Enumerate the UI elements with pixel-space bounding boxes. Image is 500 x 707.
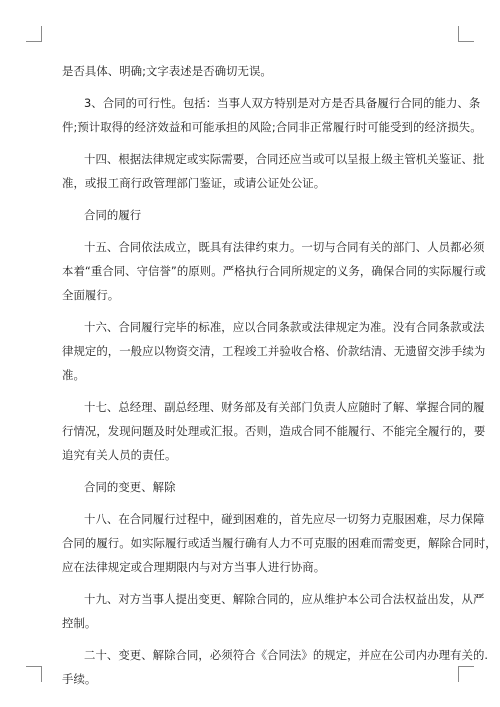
- section-heading: 合同的履行: [84, 208, 142, 222]
- text-line: 追究有关人员的责任。: [62, 448, 177, 462]
- text-line: 应在法律规定或合理期限内与对方当事人进行协商。: [62, 560, 326, 574]
- text-line: 控制。: [62, 616, 97, 630]
- text-line: 本着“重合同、守信誉”的原则。严格执行合同所规定的义务，确保合同的实际履行或: [62, 264, 486, 278]
- crop-mark-bottom-left-h: [26, 666, 42, 667]
- text-line: 十五、合同依法成立，既具有法律约束力。一切与合同有关的部门、人员都必须: [84, 240, 485, 254]
- text-line: 是否具体、明确;文字表述是否确切无误。: [62, 64, 272, 78]
- text-line: 十九、对方当事人提出变更、解除合同的，应从维护本公司合法权益出发，从严: [84, 592, 485, 606]
- text-line: 手续。: [62, 672, 97, 686]
- crop-mark-bottom-right-v: [458, 666, 459, 682]
- text-line: 准，或报工商行政管理部门鉴证，或请公证处公证。: [62, 176, 326, 190]
- text-line: 十八、在合同履行过程中，碰到困难的，首先应尽一切努力克服困难，尽力保障: [84, 512, 485, 526]
- crop-mark-top-left-h: [26, 41, 42, 42]
- text-line: 合同的履行。如实际履行或适当履行确有人力不可克服的困难而需变更，解除合同时，: [62, 536, 497, 550]
- text-line: 律规定的，一般应以物资交清，工程竣工并验收合格、价款结清、无遗留交涉手续为: [62, 344, 486, 358]
- text-line: 十六、合同履行完毕的标准，应以合同条款或法律规定为准。没有合同条款或法: [84, 320, 485, 334]
- crop-mark-bottom-left-v: [41, 666, 42, 682]
- section-heading: 合同的变更、解除: [84, 480, 176, 494]
- crop-mark-bottom-right-h: [458, 666, 474, 667]
- text-line: 件;预计取得的经济效益和可能承担的风险;合同非正常履行时可能受到的经济损失。: [62, 120, 482, 134]
- crop-mark-top-right-v: [458, 26, 459, 42]
- crop-mark-top-right-h: [458, 41, 474, 42]
- text-line: 十四、根据法律规定或实际需要，合同还应当或可以呈报上级主管机关鉴证、批: [84, 152, 485, 166]
- text-line: 全面履行。: [62, 288, 120, 302]
- text-line: 3、合同的可行性。包括：当事人双方特别是对方是否具备履行合同的能力、条: [84, 96, 481, 110]
- text-line: 二十、变更、解除合同，必须符合《合同法》的规定，并应在公司内办理有关的.: [84, 648, 489, 662]
- text-line: 行情况，发现问题及时处理或汇报。否则，造成合同不能履行、不能完全履行的，要: [62, 424, 486, 438]
- text-line: 十七、总经理、副总经理、财务部及有关部门负责人应随时了解、掌握合同的履: [84, 400, 485, 414]
- crop-mark-top-left-v: [41, 26, 42, 42]
- text-line: 准。: [62, 368, 85, 382]
